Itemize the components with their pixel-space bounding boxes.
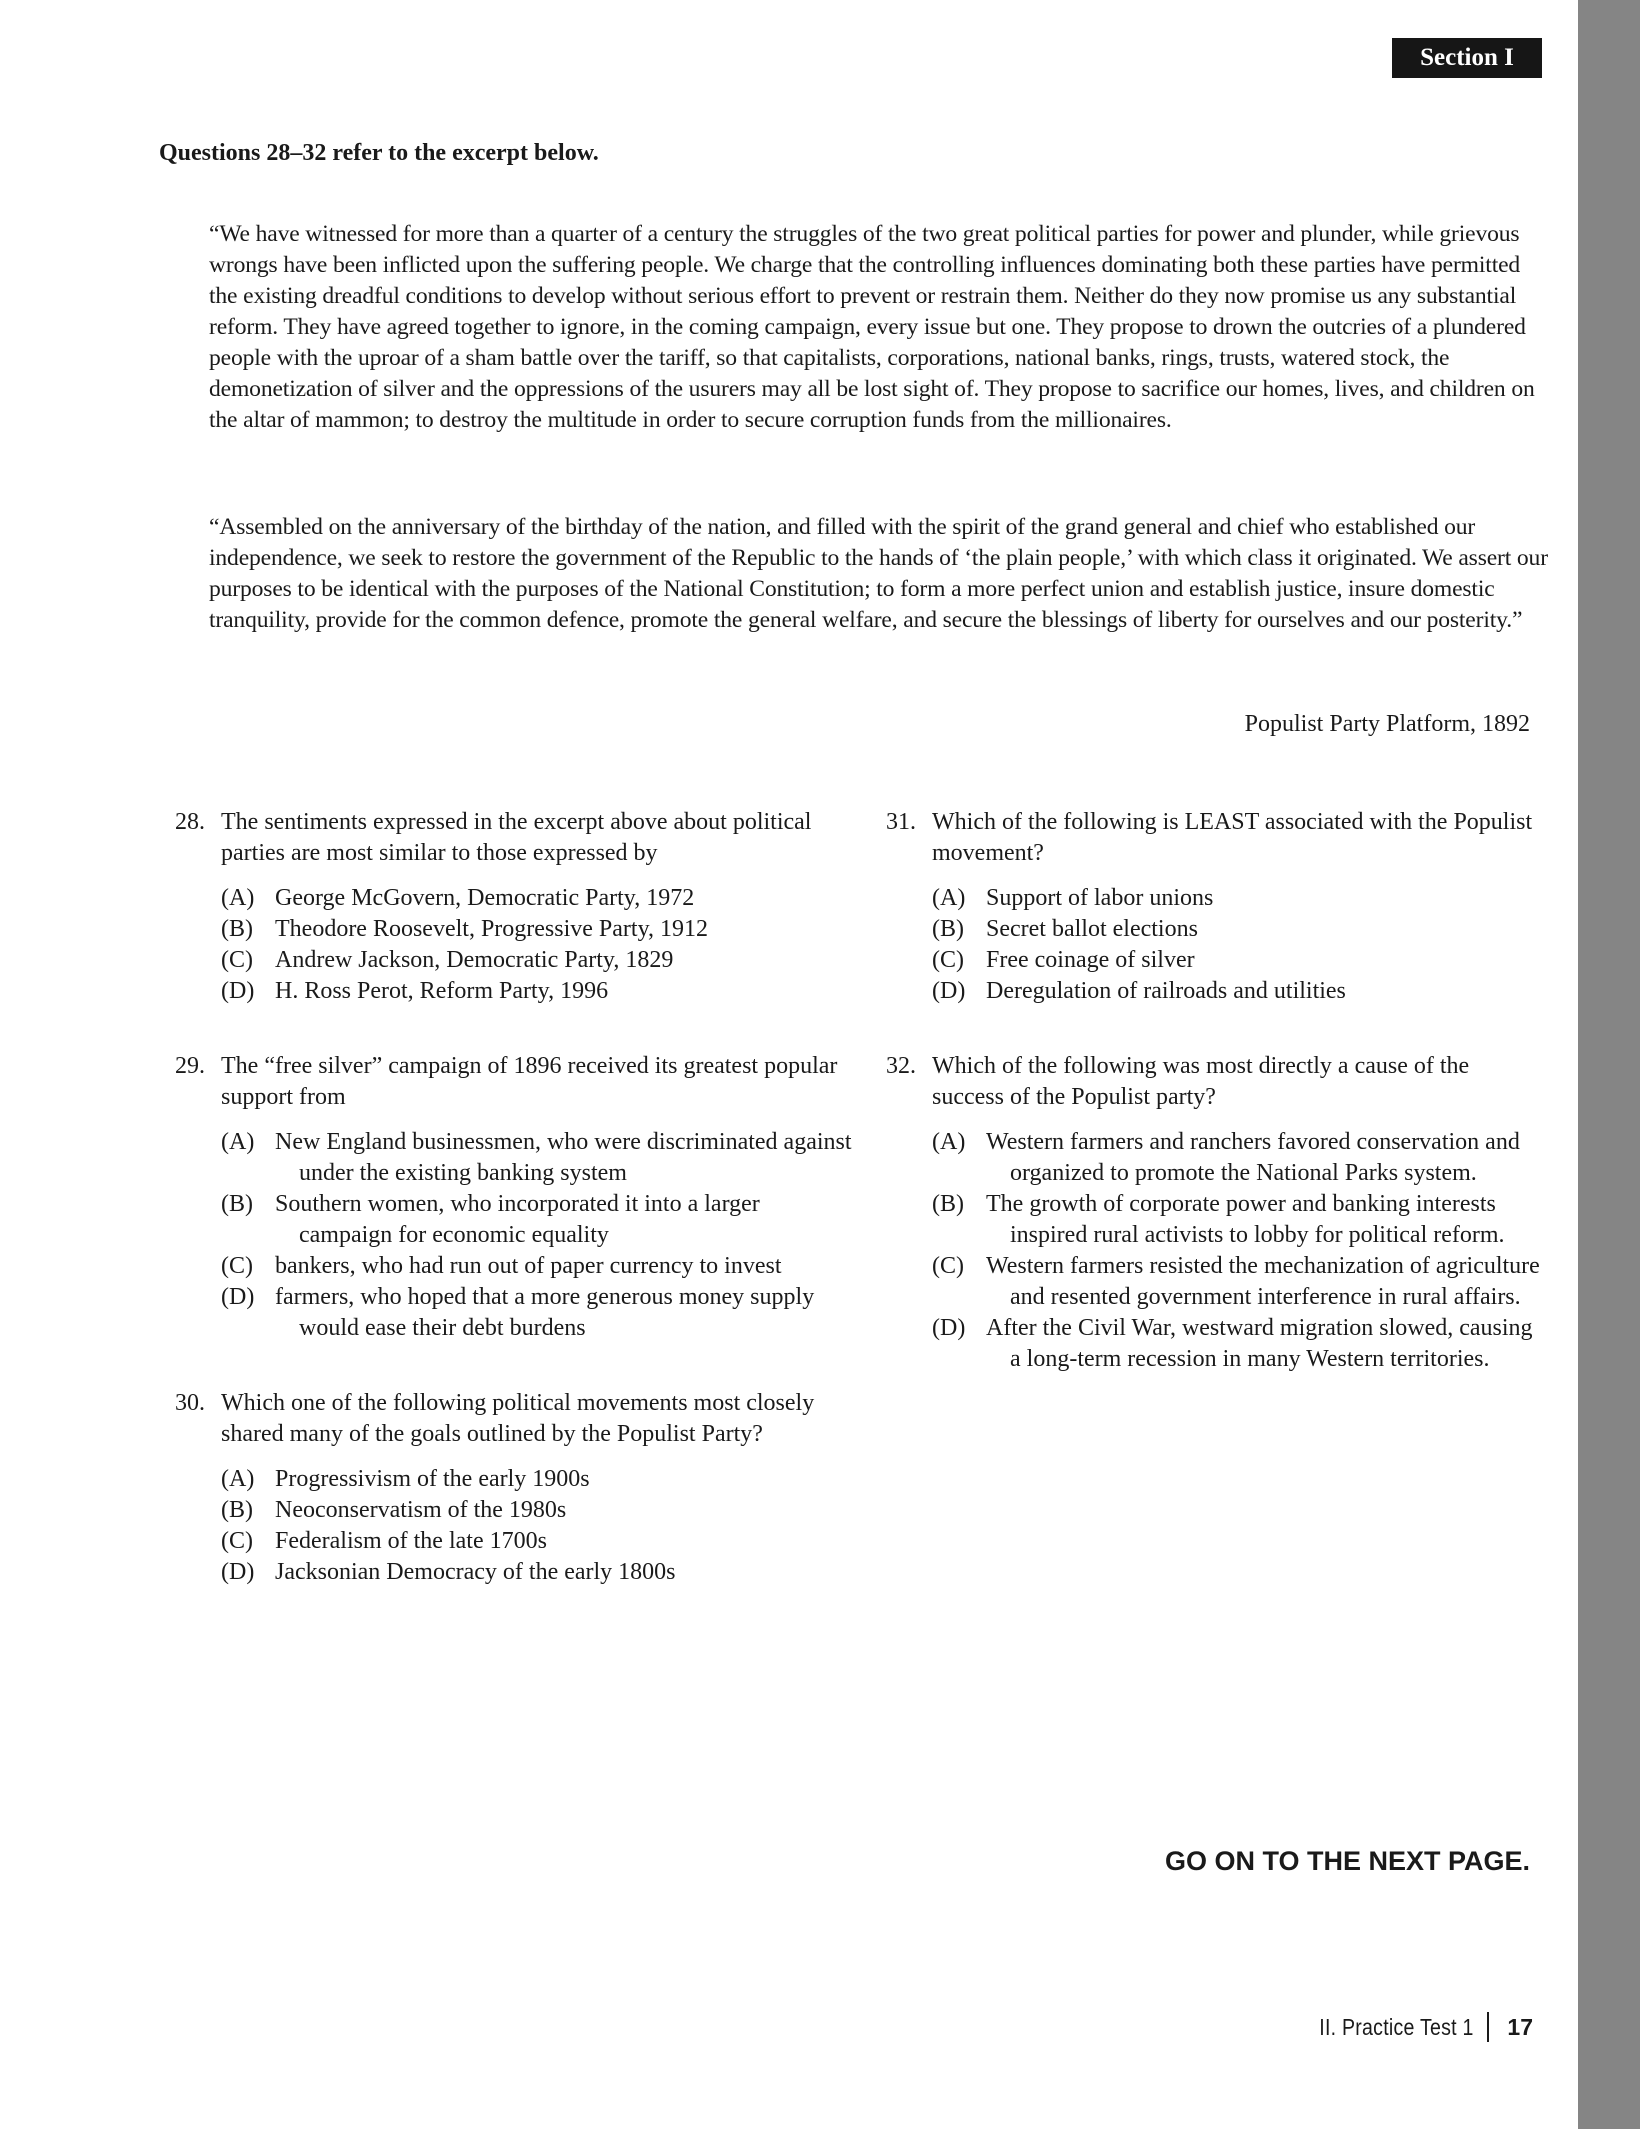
question-stem [175,1051,855,1113]
question-number: 32. [886,1053,916,1079]
choice-letter: (B) [221,916,253,942]
choice-letter: (A) [932,885,966,911]
page-edge-sidebar [1578,0,1640,2129]
choice-letter: (D) [932,1315,966,1341]
question-text: Which of the following is LEAST associated with the Populist movement? [932,809,1533,866]
choice-text: bankers, who had run out of paper currency to invest [275,1253,782,1279]
question-stem [175,807,855,869]
choice-text: Support of labor unions [986,885,1214,911]
footer-divider [1487,2012,1489,2042]
question-number: 28. [175,809,205,835]
question-text: The “free silver” campaign of 1896 received its greatest popular support from [221,1053,838,1110]
choice-text: Andrew Jackson, Democratic Party, 1829 [275,947,674,973]
answer-choice-a[interactable] [221,1464,855,1495]
choice-letter: (D) [221,1559,255,1585]
go-on-next-page-notice: GO ON TO THE NEXT PAGE. [1164,1846,1530,1876]
choice-letter: (C) [221,1528,253,1554]
answer-choice-c[interactable] [221,1251,855,1282]
question-31 [886,807,1546,1007]
answer-choice-d[interactable] [221,1557,855,1588]
choice-letter: (C) [932,947,964,973]
choice-text: Jacksonian Democracy of the early 1800s [275,1559,676,1585]
choice-letter: (C) [932,1253,964,1279]
excerpt-paragraph-1 [209,219,1554,436]
excerpt-paragraph-2 [209,512,1554,636]
answer-choice-b[interactable] [221,914,855,945]
choice-letter: (D) [221,1284,255,1310]
answer-choices [886,883,1546,1007]
answer-choice-c[interactable] [932,1251,1546,1313]
question-29 [175,1051,855,1344]
choice-text: Southern women, who incorporated it into a larger campaign for economic equality [275,1191,760,1248]
question-text: Which one of the following political movements most closely shared many of the goals outlined by the Populist Party? [221,1390,815,1447]
choice-letter: (C) [221,1253,253,1279]
answer-choices [175,1127,855,1344]
choice-text: George McGovern, Democratic Party, 1972 [275,885,695,911]
choice-text: Western farmers and ranchers favored conservation and organized to promote the National Parks system. [986,1129,1520,1186]
choice-text: Deregulation of railroads and utilities [986,978,1346,1004]
choice-text: Theodore Roosevelt, Progressive Party, 1912 [275,916,709,942]
question-28 [175,807,855,1007]
choice-text: Federalism of the late 1700s [275,1528,547,1554]
answer-choices [175,1464,855,1588]
choice-text: Progressivism of the early 1900s [275,1466,590,1492]
choice-letter: (B) [221,1191,253,1217]
answer-choices [175,883,855,1007]
answer-choice-c[interactable] [221,1526,855,1557]
choice-letter: (C) [221,947,253,973]
answer-choice-a[interactable] [932,1127,1546,1189]
answer-choice-a[interactable] [221,1127,855,1189]
section-label-tab [1392,38,1542,78]
questions-right-column [886,807,1546,1419]
excerpt-citation: Populist Party Platform, 1892 [1244,711,1530,737]
choice-letter: (A) [221,1466,255,1492]
answer-choice-d[interactable] [932,1313,1546,1375]
choice-text: After the Civil War, westward migration slowed, causing a long-term recession in many Western territories. [986,1315,1533,1372]
choice-letter: (D) [221,978,255,1004]
choice-letter: (B) [221,1497,253,1523]
choice-letter: (A) [932,1129,966,1155]
answer-choice-a[interactable] [221,883,855,914]
question-number: 30. [175,1390,205,1416]
choice-letter: (B) [932,1191,964,1217]
choice-text: H. Ross Perot, Reform Party, 1996 [275,978,609,1004]
question-stem [886,807,1546,869]
answer-choice-b[interactable] [221,1189,855,1251]
choice-text: The growth of corporate power and banking interests inspired rural activists to lobby for political reform. [986,1191,1505,1248]
excerpt-text: “Assembled on the anniversary of the birthday of the nation, and filled with the spirit of the grand general and chief who established our independence, we seek to restore the government of the Republic to the hands of ‘the plain people,’ with which class it originated. We assert our purposes to be identical with the purposes of the National Constitution; to form a more perfect union and establish justice, insure domestic tranquility, provide for the common defence, promote the general welfare, and secure the blessings of liberty for ourselves and our posterity.” [209,514,1548,633]
answer-choice-b[interactable] [932,1189,1546,1251]
answer-choice-d[interactable] [221,1282,855,1344]
choice-text: New England businessmen, who were discriminated against under the existing banking system [275,1129,852,1186]
choice-letter: (A) [221,885,255,911]
answer-choice-b[interactable] [221,1495,855,1526]
question-number: 31. [886,809,916,835]
answer-choice-c[interactable] [221,945,855,976]
page-number: 17 [1507,2013,1533,2040]
choice-text: Neoconservatism of the 1980s [275,1497,567,1523]
choice-text: Western farmers resisted the mechanization of agriculture and resented government interference in rural affairs. [986,1253,1540,1310]
questions-left-column [175,807,855,1632]
questions-intro-heading: Questions 28–32 refer to the excerpt below. [159,140,599,166]
answer-choices [886,1127,1546,1375]
question-30 [175,1388,855,1588]
question-stem [175,1388,855,1450]
question-number: 29. [175,1053,205,1079]
answer-choice-d[interactable] [221,976,855,1007]
choice-letter: (D) [932,978,966,1004]
section-label: Section I [1420,44,1514,71]
answer-choice-b[interactable] [932,914,1546,945]
question-text: Which of the following was most directly a cause of the success of the Populist party? [932,1053,1470,1110]
footer-section-label: II. Practice Test 1 [1318,2013,1474,2040]
answer-choice-d[interactable] [932,976,1546,1007]
question-text: The sentiments expressed in the excerpt above about political parties are most similar to those expressed by [221,809,812,866]
answer-choice-c[interactable] [932,945,1546,976]
answer-choice-a[interactable] [932,883,1546,914]
choice-letter: (B) [932,916,964,942]
question-32 [886,1051,1546,1375]
choice-text: farmers, who hoped that a more generous money supply would ease their debt burdens [275,1284,815,1341]
excerpt-text: “We have witnessed for more than a quarter of a century the struggles of the two great political parties for power and plunder, while grievous wrongs have been inflicted upon the suffering people. We charge that the controlling influences dominating both these parties have permitted the existing dreadful conditions to develop without serious effort to prevent or restrain them. Neither do they now promise us any substantial reform. They have agreed together to ignore, in the coming campaign, every issue but one. They propose to drown the outcries of a plundered people with the uproar of a sham battle over the tariff, so that capitalists, corporations, national banks, rings, trusts, watered stock, the demonetization of silver and the oppressions of the usurers may all be lost sight of. They propose to sacrifice our homes, lives, and children on the altar of mammon; to destroy the multitude in order to secure corruption funds from the millionaires. [209,221,1535,433]
choice-text: Free coinage of silver [986,947,1195,973]
choice-letter: (A) [221,1129,255,1155]
question-stem [886,1051,1546,1113]
choice-text: Secret ballot elections [986,916,1198,942]
page-footer [1292,2012,1533,2042]
